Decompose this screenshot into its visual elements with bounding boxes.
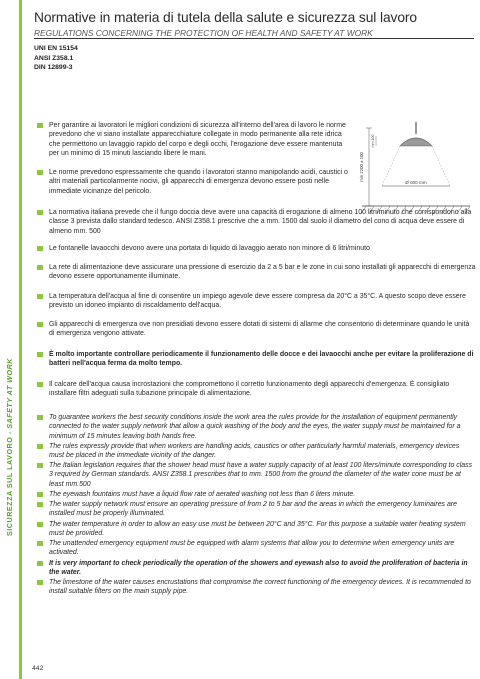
english-list-4 (34, 490, 476, 499)
list-item: Il calcare dell'acqua causa incrostazioni che compromettono il corretto funzionamento degli apparecchi d'emergenza. È consigliato installare filtri adeguati sulla tubazione principale di alimentazione. (34, 380, 476, 399)
standard-item: DIN 12899-3 (34, 64, 73, 72)
list-item: The unattended emergency equipment must be equipped with alarm systems that allow you to determine when emergency units are activated. (34, 539, 476, 558)
page-title: Normative in materia di tutela della salute e sicurezza sul lavoro (34, 10, 417, 25)
list-item: The rules expressly provide that when workers are handling acids, caustics or other particularly harmful materials, emergency devices must be placed in the immediate vicinity of the danger. (34, 442, 476, 461)
list-item: The Italian legislation requires that the shower head must have a water supply capacity of at least 100 liters/minute corresponding to class 3 required by German standards. ANSI Z358.1 prescribes that to mm. 1500 from the ground the diameter of the water cone must be at least mm.500 (34, 461, 476, 489)
italian-list-8 (34, 350, 476, 369)
bullet-icon (37, 463, 43, 469)
bullet-icon (37, 502, 43, 508)
list-item: Gli apparecchi di emergenza ove non presidiati devono essere dotati di sistemi di allarme che consentono di determinare quando le unità di emergenza vengono attivate. (34, 320, 476, 339)
italian-list-7 (34, 320, 476, 339)
bullet-icon (37, 246, 43, 252)
italian-list-4 (34, 244, 476, 253)
bullet-icon (37, 382, 43, 388)
standard-item: UNI EN 15154 (34, 45, 78, 52)
italian-list-top-2 (34, 168, 350, 196)
list-item: Le norme prevedono espressamente che quando i lavoratori stanno manipolando acidi, caustici o altri materiali particolarmente nocivi, gli apparecchi di emergenza devono essere posti nelle immediate vicinanze del pericolo. (34, 168, 350, 196)
diameter-label: Ø 600 mm (405, 180, 427, 185)
english-list-1 (34, 413, 476, 441)
english-list-2 (34, 442, 476, 461)
page-subtitle: REGULATIONS CONCERNING THE PROTECTION OF HEALTH AND SAFETY AT WORK (34, 28, 373, 38)
list-item: Per garantire ai lavoratori le migliori condizioni di sicurezza all'interno dell'area di lavoro le norme prevedono che vi siano installate apparecchiature collegate in modo permanente alla rete idrica che permettono un lavaggio rapido del corpo e degli occhi, l'erogazione deve essere mantenuta per un minimo di 15 minuti lasciando libere le mani. (34, 121, 350, 158)
italian-list-top (34, 121, 350, 158)
list-item: The water supply network must ensure an operating pressure of from 2 to 5 bar and the areas in which the emergency luminaires are installed must be properly illuminated. (34, 500, 476, 519)
english-list-3 (34, 461, 476, 489)
standards-list (34, 44, 78, 73)
bullet-icon (37, 210, 43, 216)
standard-item: ANSI Z358.1 (34, 54, 74, 62)
list-item: The water temperature in order to allow an easy use must be between 20°C and 35°C. For this purpose a suitable water heating system must be provided. (34, 520, 476, 539)
height-label-2: mm 100 (371, 134, 375, 148)
list-item: La rete di alimentazione deve assicurare una pressione di esercizio da 2 a 5 bar e le zone in cui sono installati gli apparecchi di emergenza devono essere opportunamente illuminate. (34, 263, 476, 282)
list-item: La temperatura dell'acqua al fine di consentire un impiego agevole deve essere compresa da 20°C a 35°C. A questo scopo deve essere previsto un idoneo impianto di riscaldamento dell'acqua. (34, 292, 476, 311)
list-item: The eyewash fountains must have a liquid flow rate of aerated washing not less than 6 liters minute. (34, 490, 476, 499)
italian-list-9 (34, 380, 476, 399)
english-list-8 (34, 559, 476, 578)
bullet-icon (37, 541, 43, 547)
bullet-icon (37, 580, 43, 586)
bullet-icon (37, 492, 43, 498)
bullet-icon (37, 123, 43, 129)
bullet-icon (37, 265, 43, 271)
english-list-7 (34, 539, 476, 558)
side-band (0, 0, 22, 679)
title-divider (34, 38, 474, 39)
side-label: SICUREZZA SUL LAVORO - SAFETY AT WORK (5, 358, 14, 536)
bullet-icon (37, 170, 43, 176)
list-item: To guarantee workers the best security conditions inside the work area the rules provide for the installation of equipment permanently connected to the water supply network that allow a quick washing of the body and the eyes, the water supply must be maintained for a minimum of 15 minutes leaving both hands free. (34, 413, 476, 441)
english-list-5 (34, 500, 476, 519)
bullet-icon (37, 444, 43, 450)
bullet-icon (37, 294, 43, 300)
bullet-icon (37, 322, 43, 328)
list-item: È molto importante controllare periodicamente il funzionamento delle docce e dei lavaocchi anche per evitare la proliferazione di batteri nell'acqua ferma da molto tempo. (34, 350, 476, 369)
height-label: min 2200 ± 100 (359, 152, 364, 182)
list-item: Le fontanelle lavaocchi devono avere una portata di liquido di lavaggio aerato non minore di 6 litri/minuto (34, 244, 476, 253)
english-list-9 (34, 578, 476, 597)
bullet-icon (37, 561, 43, 567)
list-item: La normativa italiana prevede che il fungo doccia deve avere una capacità di erogazione di almeno 100 litri/minuto che corrispondono alla classe 3 prevista dallo standard tedesco. ANSI Z358.1 prescrive che a mm. 1500 dal suolo il diametro del cono di acqua deve essere di almeno mm. 500 (34, 208, 476, 236)
bullet-icon (37, 352, 43, 358)
english-list-6 (34, 520, 476, 539)
green-strip (19, 0, 22, 679)
italian-list-6 (34, 292, 476, 311)
bullet-icon (37, 522, 43, 528)
italian-list-5 (34, 263, 476, 282)
italian-list-3 (34, 208, 476, 236)
bullet-icon (37, 415, 43, 421)
list-item: The limestone of the water causes encrustations that compromise the correct functioning of the emergency devices. It is recommended to install suitable filters on the main supply pipe. (34, 578, 476, 597)
page-number: 442 (32, 665, 44, 672)
list-item: It is very important to check periodically the operation of the showers and eyewash also to avoid the proliferation of bacteria in the water. (34, 559, 476, 578)
